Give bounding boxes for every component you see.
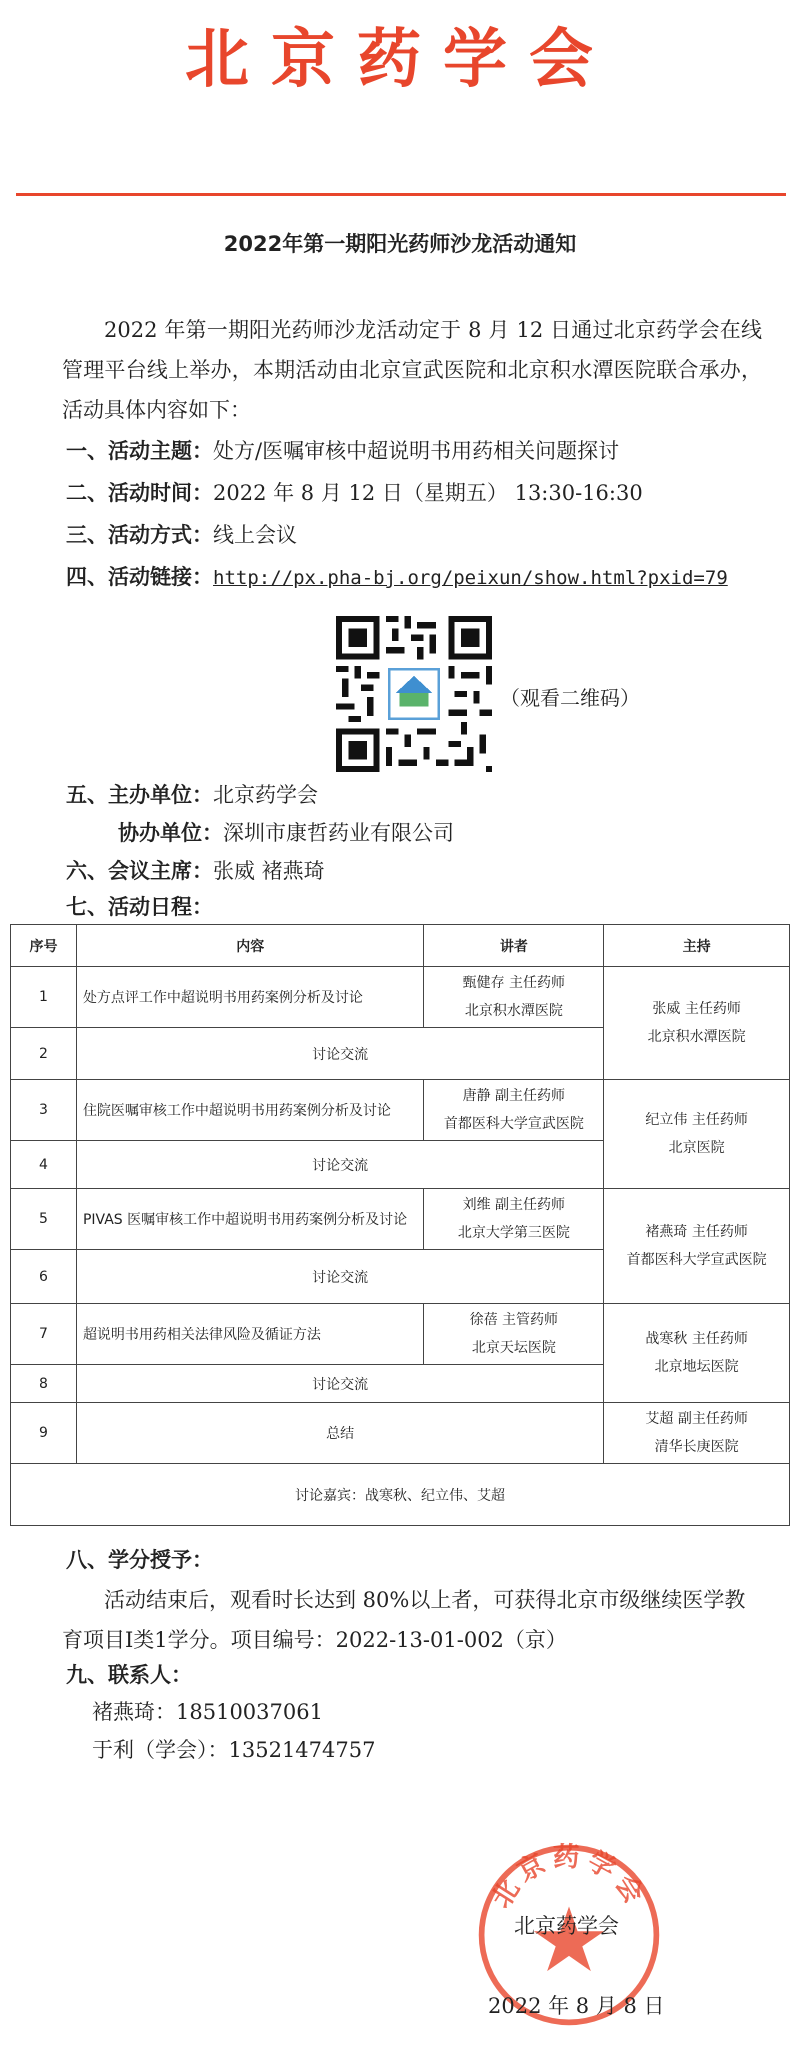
row-no: 3 [11,1080,77,1141]
chairs-label: 六、会议主席： [66,859,213,883]
header-speaker: 讲者 [424,925,604,967]
row-content: 超说明书用药相关法律风险及循证方法 [76,1304,424,1365]
row-no: 5 [11,1189,77,1250]
speaker-org: 北京大学第三医院 [457,1225,570,1241]
header-content: 内容 [76,925,424,967]
schedule-heading [66,892,213,922]
row-no: 1 [11,967,77,1028]
activity-time-value: 2022 年 8 月 12 日（星期五） 13:30-16:30 [213,481,643,505]
row-speaker [424,1304,604,1365]
activity-link-label: 四、活动链接： [66,565,213,589]
row-content: PIVAS 医嘱审核工作中超说明书用药案例分析及讨论 [76,1189,424,1250]
activity-time-label: 二、活动时间： [66,481,213,505]
table-row [11,1403,790,1464]
intro-paragraph [62,310,762,430]
credit-text: 活动结束后，观看时长达到 80%以上者，可获得北京市级继续医学教育项目Ⅰ类1学分。项目编号：2022-13-01-002（京） [62,1588,746,1652]
contact-2: 于利（学会）：13521474757 [92,1738,376,1762]
activity-link-url[interactable]: http://px.pha-bj.org/peixun/show.html?pxid=79 [213,567,728,589]
chairs [66,856,325,886]
contacts-heading [66,1660,192,1690]
row-content: 讨论交流 [76,1028,603,1080]
table-row [11,1080,790,1141]
activity-mode [66,520,297,550]
discussion-guests: 讨论嘉宾：战寒秋、纪立伟、艾超 [11,1464,790,1526]
document-title: 2022年第一期阳光药师沙龙活动通知 [223,232,577,256]
organizer-host [66,780,318,810]
credit-heading [66,1544,213,1574]
credit-label: 八、学分授予： [66,1548,213,1572]
row-content: 讨论交流 [76,1250,603,1304]
speaker-name: 甄健存 主任药师 [462,975,566,991]
row-speaker [424,967,604,1028]
contact-1: 褚燕琦：18510037061 [92,1700,323,1724]
row-content: 讨论交流 [76,1365,603,1403]
chairs-value: 张威 褚燕琦 [213,859,325,883]
table-row [11,1189,790,1250]
signer-org: 北京药学会 [514,1914,619,1938]
host-name: 纪立伟 主任药师 [645,1112,748,1128]
activity-link [66,562,728,593]
row-no: 9 [11,1403,77,1464]
row-content: 总结 [76,1403,603,1464]
host-org: 首都医科大学宣武医院 [626,1252,767,1268]
letterhead-divider [16,193,786,196]
speaker-name: 刘维 副主任药师 [462,1197,566,1213]
activity-time [66,478,643,508]
host-org: 北京地坛医院 [654,1359,739,1375]
row-no: 8 [11,1365,77,1403]
organizer-co-value: 深圳市康哲药业有限公司 [223,821,454,845]
header-host: 主持 [604,925,790,967]
host-name: 艾超 副主任药师 [645,1411,748,1427]
speaker-org: 北京天坛医院 [471,1340,556,1356]
row-host [604,967,790,1080]
row-speaker [424,1189,604,1250]
host-name: 张威 主任药师 [652,1001,741,1017]
activity-theme-label: 一、活动主题： [66,439,213,463]
table-row [11,1304,790,1365]
activity-mode-value: 线上会议 [213,523,297,547]
schedule-label: 七、活动日程： [66,895,213,919]
table-guests-row [11,1464,790,1526]
row-content: 住院医嘱审核工作中超说明书用药案例分析及讨论 [76,1080,424,1141]
speaker-org: 北京积水潭医院 [464,1003,563,1019]
credit-paragraph [62,1580,762,1660]
host-name: 褚燕琦 主任药师 [645,1224,748,1240]
activity-theme-value: 处方/医嘱审核中超说明书用药相关问题探讨 [213,439,620,463]
activity-mode-label: 三、活动方式： [66,523,213,547]
schedule-table [10,924,790,1526]
seal-text: 北京药学会 [485,1842,653,1914]
organizer-co-label: 协办单位： [118,821,223,845]
organizer-co [118,818,454,848]
row-host [604,1080,790,1189]
row-no: 4 [11,1141,77,1189]
speaker-name: 唐静 副主任药师 [462,1088,566,1104]
speaker-name: 徐蓓 主管药师 [469,1312,559,1328]
host-name: 战寒秋 主任药师 [645,1331,748,1347]
svg-text:北京药学会 [486,1842,653,1913]
speaker-org: 首都医科大学宣武医院 [443,1116,584,1132]
host-org: 清华长庚医院 [654,1439,739,1455]
row-content: 处方点评工作中超说明书用药案例分析及讨论 [76,967,424,1028]
activity-theme [66,436,619,466]
intro-text: 2022 年第一期阳光药师沙龙活动定于 8 月 12 日通过北京药学会在线管理平台线上举办，本期活动由北京宣武医院和北京积水潭医院联合承办，活动具体内容如下： [62,318,762,422]
organizer-host-label: 五、主办单位： [66,783,213,807]
row-no: 7 [11,1304,77,1365]
row-no: 2 [11,1028,77,1080]
header-no: 序号 [11,925,77,967]
host-org: 北京积水潭医院 [647,1029,746,1045]
row-host [604,1403,790,1464]
sign-date: 2022 年 8 月 8 日 [488,1994,665,2018]
host-org: 北京医院 [668,1140,725,1156]
organizer-host-value: 北京药学会 [213,783,318,807]
row-no: 6 [11,1250,77,1304]
row-host [604,1304,790,1403]
table-row [11,967,790,1028]
row-host [604,1189,790,1304]
contacts-label: 九、联系人： [66,1663,192,1687]
row-content: 讨论交流 [76,1141,603,1189]
qr-code[interactable] [336,616,492,772]
table-header-row [11,925,790,967]
row-speaker [424,1080,604,1141]
qr-caption: （观看二维码） [500,686,640,710]
letterhead-title: 北京药学会 [185,23,615,97]
